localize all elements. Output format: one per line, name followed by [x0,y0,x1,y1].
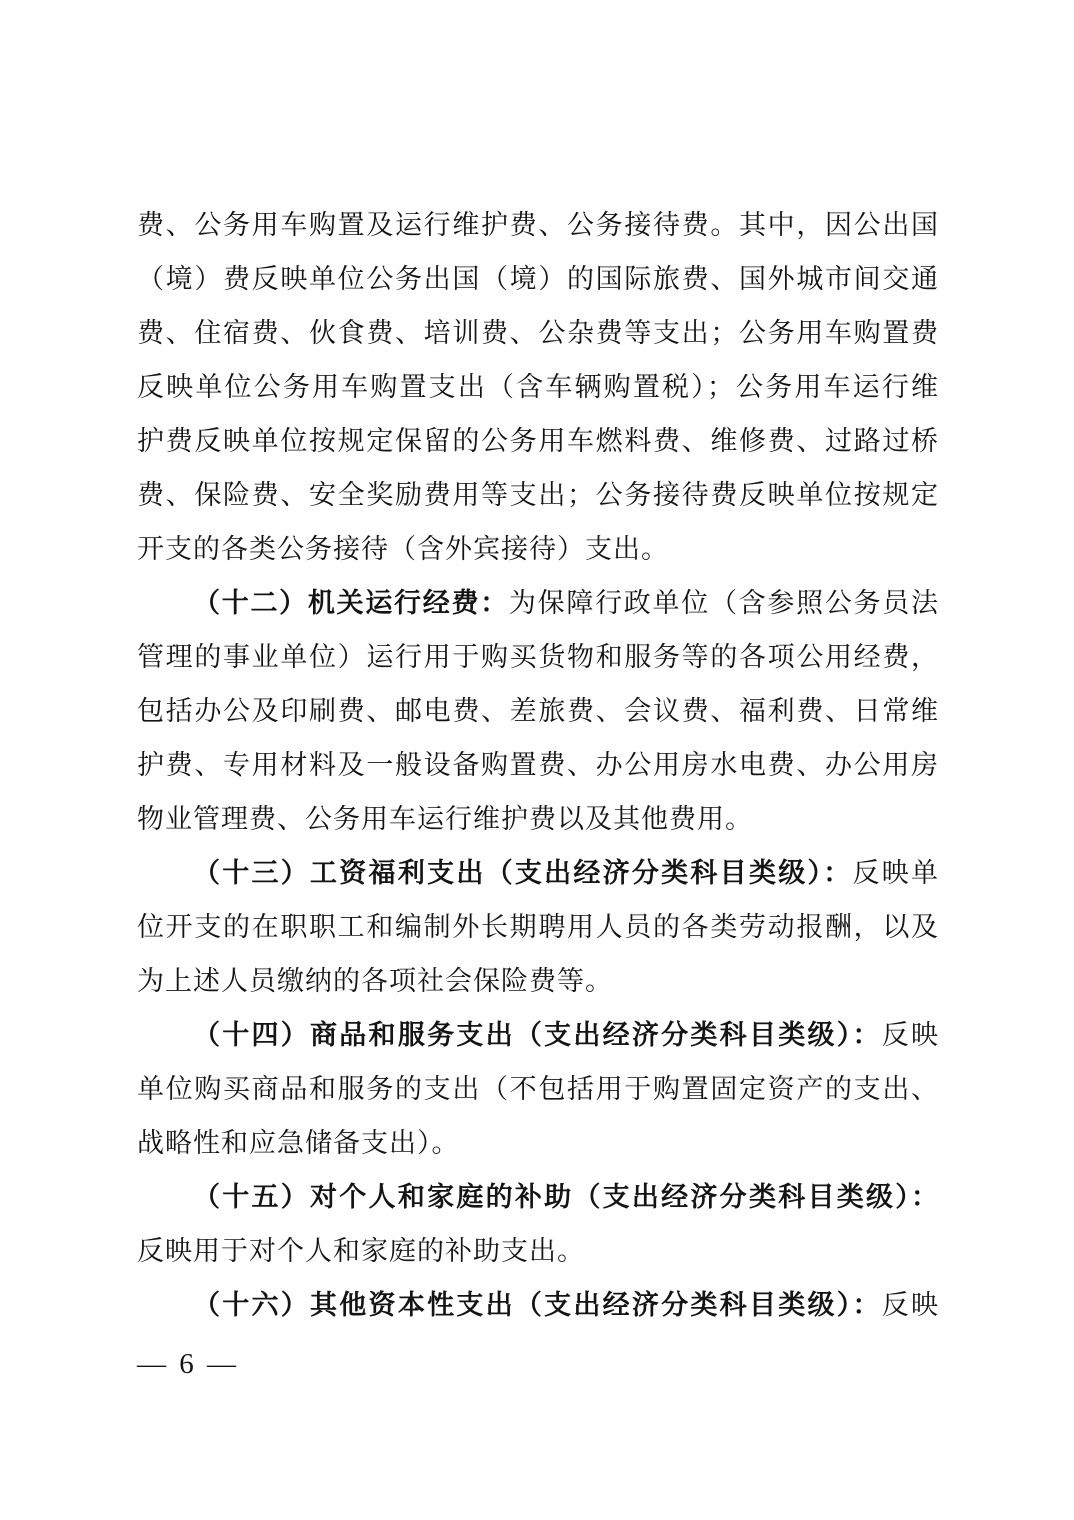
text-segment: 反映单位公务用车购置支出（含车辆购置税）；公务用车运行维 [137,372,938,402]
text-line [137,1008,938,1062]
heading-segment: （十二）机关运行经费： [193,588,509,618]
text-line [137,1062,938,1116]
document-body [137,198,938,1332]
text-line [137,900,938,954]
text-line [137,630,938,684]
text-segment: 包括办公及印刷费、邮电费、差旅费、会议费、福利费、日常维 [137,696,938,726]
text-segment: 反映 [881,1020,939,1050]
text-segment: 费、保险费、安全奖励费用等支出；公务接待费反映单位按规定 [137,480,938,510]
heading-segment: （十六）其他资本性支出（支出经济分类科目类级）： [193,1290,882,1320]
text-segment: 为保障行政单位（含参照公务员法 [508,588,939,618]
text-line [137,738,938,792]
heading-segment: （十三）工资福利支出（支出经济分类科目类级）： [193,858,853,888]
text-line [137,1116,938,1170]
heading-segment: （十五）对个人和家庭的补助（支出经济分类科目类级）： [193,1182,938,1212]
text-line [137,684,938,738]
text-segment: 物业管理费、公务用车运行维护费以及其他费用。 [137,804,753,834]
text-segment: 反映单 [852,858,939,888]
text-line [137,198,938,252]
text-line [137,1278,938,1332]
text-line [137,792,938,846]
text-line [137,306,938,360]
text-line [137,954,938,1008]
text-line [137,1224,938,1278]
text-line [137,846,938,900]
text-segment: 费、公务用车购置及运行维护费、公务接待费。其中，因公出国 [137,210,938,240]
text-segment: （境）费反映单位公务出国（境）的国际旅费、国外城市间交通 [137,264,938,294]
heading-segment: （十四）商品和服务支出（支出经济分类科目类级）： [193,1020,882,1050]
text-line [137,1170,938,1224]
text-line [137,468,938,522]
text-segment: 战略性和应急储备支出）。 [137,1128,460,1158]
text-line [137,414,938,468]
text-segment: 费、住宿费、伙食费、培训费、公杂费等支出；公务用车购置费 [137,318,938,348]
text-line [137,576,938,630]
text-segment: 护费、专用材料及一般设备购置费、办公用房水电费、办公用房 [137,750,938,780]
text-line [137,360,938,414]
text-segment: 反映 [881,1290,939,1320]
text-segment: 护费反映单位按规定保留的公务用车燃料费、维修费、过路过桥 [137,426,938,456]
text-segment: 反映用于对个人和家庭的补助支出。 [137,1236,585,1266]
text-segment: 为上述人员缴纳的各项社会保险费等。 [137,966,613,996]
text-segment: 位开支的在职职工和编制外长期聘用人员的各类劳动报酬，以及 [137,912,938,942]
text-segment: 单位购买商品和服务的支出（不包括用于购置固定资产的支出、 [137,1074,938,1104]
page-number: — 6 — [137,1348,239,1380]
text-segment: 开支的各类公务接待（含外宾接待）支出。 [137,534,669,564]
text-line [137,522,938,576]
text-line [137,252,938,306]
text-segment: 管理的事业单位）运行用于购买货物和服务等的各项公用经费， [137,642,938,672]
